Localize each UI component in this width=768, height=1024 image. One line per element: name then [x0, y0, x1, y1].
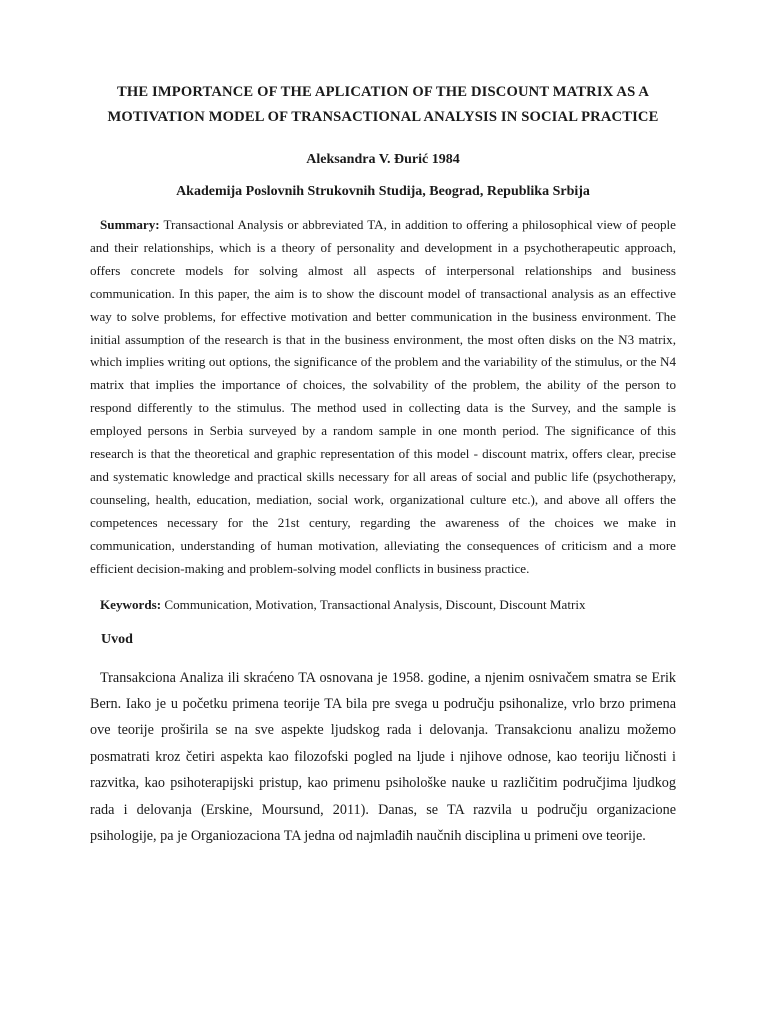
section-heading-uvod: Uvod	[101, 631, 133, 647]
author-line: Aleksandra V. Đurić 1984	[306, 152, 460, 167]
document-page	[90, 0, 676, 849]
paper-title: THE IMPORTANCE OF THE APLICATION OF THE DISCOUNT MATRIX AS A MOTIVATION MODEL OF TRANSACTIONAL ANALYSIS IN SOCIAL PRACTICE	[107, 84, 659, 125]
summary-label: Summary:	[100, 217, 160, 232]
keywords-label: Keywords:	[100, 596, 162, 612]
intro-paragraph: Transakciona Analiza ili skraćeno TA osnovana je 1958. godine, a njenim osnivačem smatra se Erik Bern. Iako je u početku primena teorije TA bila pre svega u području psihonalize, vrlo brzo primena ove teorije proširila se na sve aspekte ljudskog rada i delovanja. Transakcionu analizu možemo posmatrati kroz četiri aspekta kao filozofski pogled na ljude i njihove odnose, kao teoriju ličnosti i razvitka, kao psihoterapijski pristup, kao primenu psihološke nauke u različitim područjima ljudkog rada i delovanja (Erskine, Moursund, 2011). Danas, se TA razvila u području organizacione psihologije, pa je Organiozaciona TA jedna od najmlađih naučnih disciplina u primeni ove teorije.	[90, 669, 676, 844]
summary-text: Transactional Analysis or abbreviated TA, in addition to offering a philosophical view of people and their relationships, which is a theory of personality and development in a psychotherapeutic approach, offers concrete models for solving almost all aspects of interpersonal relationships and business communication. In this paper, the aim is to show the discount model of transactional analysis as an effective way to solve problems, for effective motivation and better communication in the business environment. The initial assumption of the research is that in the business environment, the most often disks on the N3 matrix, which implies writing out options, the significance of the problem and the variability of the stimulus, or the N4 matrix that implies the importance of choices, the solvability of the problem, the ability of the person to respond differently to the stimulus. The method used in collecting data is the Survey, and the sample is employed persons in Serbia surveyed by a random sample in one month period. The significance of this research is that the theoretical and graphic representation of this model - discount matrix, offers clear, precise and systematic knowledge and practical skills necessary for all areas of social and public life (psychotherapy, counseling, health, education, mediation, social work, organizational culture etc.), and above all offers the competences necessary for the 21st century, regarding the awareness of the choices we make in communication, understanding of human motivation, alleviating the consequences of criticism and a more efficient decision-making and problem-solving model conflicts in business practice.	[90, 217, 676, 576]
summary-paragraph	[90, 214, 676, 581]
affiliation-line: Akademija Poslovnih Strukovnih Studija, Beograd, Republika Srbija	[176, 184, 590, 199]
keywords-text: Communication, Motivation, Transactional Analysis, Discount, Discount Matrix	[164, 596, 586, 612]
keywords-line	[90, 594, 676, 616]
